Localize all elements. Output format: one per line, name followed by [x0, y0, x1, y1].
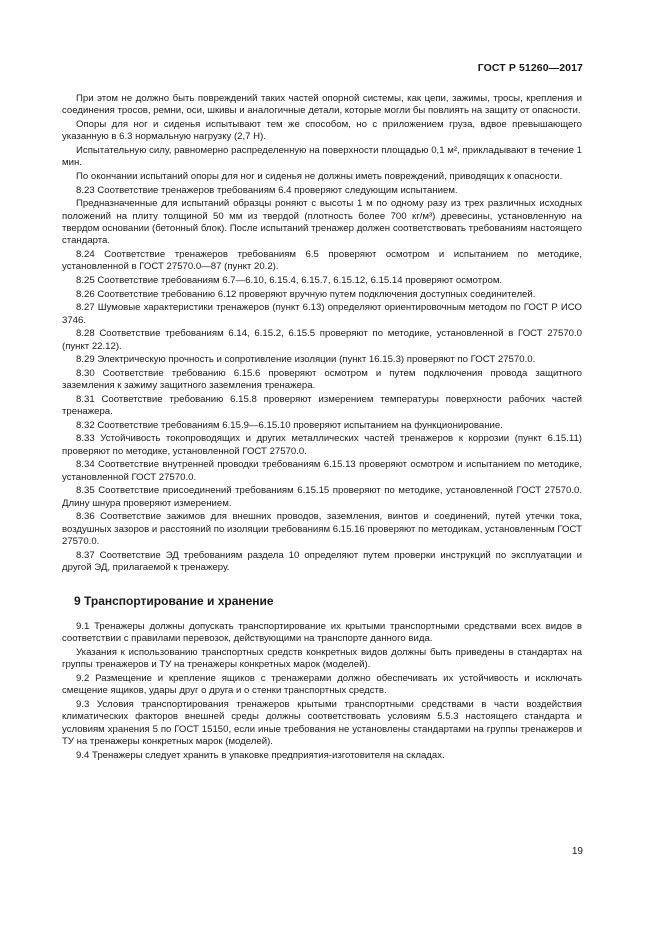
paragraph: По окончании испытаний опоры для ног и сиденья не должны иметь повреждений, приводящих к опасности. — [76, 171, 563, 182]
paragraph: 8.31 Соответствие требованию 6.15.8 проверяют измерением температуры поверхности рабочих частей тренажера. — [62, 393, 582, 418]
paragraph: 8.28 Соответствие требованиям 6.14, 6.15.2, 6.15.5 проверяют по методике, установленной в ГОСТ 27570.0 (пункт 22.12). — [62, 328, 582, 352]
paragraph: 9.3 Условия транспортирования тренажеров крытыми транспортными средствами в части воздействия климатических факторов внешней среды должны соответствовать условиям 5.5.3 настоящего стандарта и условиям хранения 5 по ГОСТ 15150, если иные требования не установлены стандартами на группы тренажеров и ТУ на тренажеры конкретных марок (моделей). — [62, 699, 582, 748]
paragraph: 8.23 Соответствие тренажеров требованиям 6.4 проверяют следующим испытанием. — [76, 184, 458, 196]
document-id: ГОСТ Р 51260—2017 — [477, 62, 583, 74]
section-9-text — [62, 621, 582, 762]
paragraph: Предназначенные для испытаний образцы роняют с высоты 1 м по одному разу из трех различных исходных положений на плиту толщиной 50 мм из твердой (плотность более 700 кг/м³) древесины, установленную на твердом основании (бетонный блок). После испытаний тренажер должен соответствовать требованиям настоящего стандарта. — [62, 198, 582, 247]
paragraph: 8.33 Устойчивость токопроводящих и других металлических частей тренажеров к коррозии (пункт 6.15.11) проверяют по методике, установленной ГОСТ 27570.0. — [62, 433, 582, 457]
paragraph: 8.34 Соответствие внутренней проводки требованиям 6.15.13 проверяют осмотром и испытанием по методике, установленной ГОСТ 27570.0. — [62, 459, 582, 483]
paragraph: 8.26 Соответствие требованию 6.12 проверяют вручную путем подключения доступных соединителей. — [76, 288, 536, 300]
paragraph: Указания к использованию транспортных средств конкретных видов должны быть приведены в стандартах на группы тренажеров и ТУ на тренажеры конкретных марок (моделей). — [62, 647, 582, 671]
paragraph: 8.37 Соответствие ЭД требованиям раздела 10 определяют путем проверки инструкций по эксплуатации и другой ЭД, прилагаемой к тренажеру. — [62, 549, 582, 574]
paragraph: 8.36 Соответствие зажимов для внешних проводов, заземления, винтов и соединений, путей утечки тока, воздушных зазоров и расстояний по изоляции требованиям 6.15.16 проверяют по методикам, установленным ГОСТ 27570.0. — [62, 511, 582, 548]
paragraph: 9.4 Тренажеры следует хранить в упаковке предприятия-изготовителя на складах. — [76, 749, 445, 761]
document-body — [62, 93, 582, 763]
paragraph: 9.2 Размещение и крепление ящиков с тренажерами должно обеспечивать их устойчивость и исключать смещение ящиков, удары друг о друга и о стенки транспортных средств. — [62, 673, 582, 697]
paragraph: При этом не должно быть повреждений таких частей опорной системы, как цепи, зажимы, тросы, крепления и соединения тросов, ремни, оси, шкивы и аналогичные детали, которые могли бы повлиять на защиту от опасности. — [62, 93, 582, 117]
paragraph: 8.35 Соответствие присоединений требованиям 6.15.15 проверяют по методике, установленной ГОСТ 27570.0. Длину шнура проверяют измерением. — [62, 485, 582, 509]
section-heading: 9 Транспортирование и хранение — [74, 593, 274, 608]
paragraph: 8.27 Шумовые характеристики тренажеров (пункт 6.13) определяют ориентировочным методом по ГОСТ Р ИСО 3746. — [62, 302, 582, 326]
section-8-text — [62, 93, 582, 575]
paragraph: 8.25 Соответствие требованиям 6.7—6.10, 6.15.4, 6.15.7, 6.15.12, 6.15.14 проверяют осмотром. — [76, 275, 503, 286]
page-number: 19 — [571, 846, 583, 857]
paragraph: Испытательную силу, равномерно распределенную на поверхности площадью 0,1 м², прикладывают в течение 1 мин. — [62, 145, 582, 169]
paragraph: Опоры для ног и сиденья испытывают тем же способом, но с приложением груза, вдвое превышающего указанную в 6.3 нормальную нагрузку (2,7 Н). — [62, 119, 582, 143]
paragraph: 9.1 Тренажеры должны допускать транспортирование их крытыми транспортными средствами всех видов в соответствии с правилами перевозок, действующими на транспорте данного вида. — [62, 621, 582, 645]
paragraph: 8.32 Соответствие требованиям 6.15.9—6.15.10 проверяют испытанием на функционирование. — [76, 419, 503, 431]
paragraph: 8.29 Электрическую прочность и сопротивление изоляции (пункт 16.15.3) проверяют по ГОСТ 27570.0. — [76, 354, 536, 366]
paragraph: 8.30 Соответствие требованию 6.15.6 проверяют осмотром и путем подключения провода защитного заземления к зажиму защитного заземления тренажера. — [62, 367, 582, 392]
paragraph: 8.24 Соответствие тренажеров требованиям 6.5 проверяют осмотром и испытанием по методике, установленной в ГОСТ 27570.0—87 (пункт 20.2). — [62, 249, 582, 273]
